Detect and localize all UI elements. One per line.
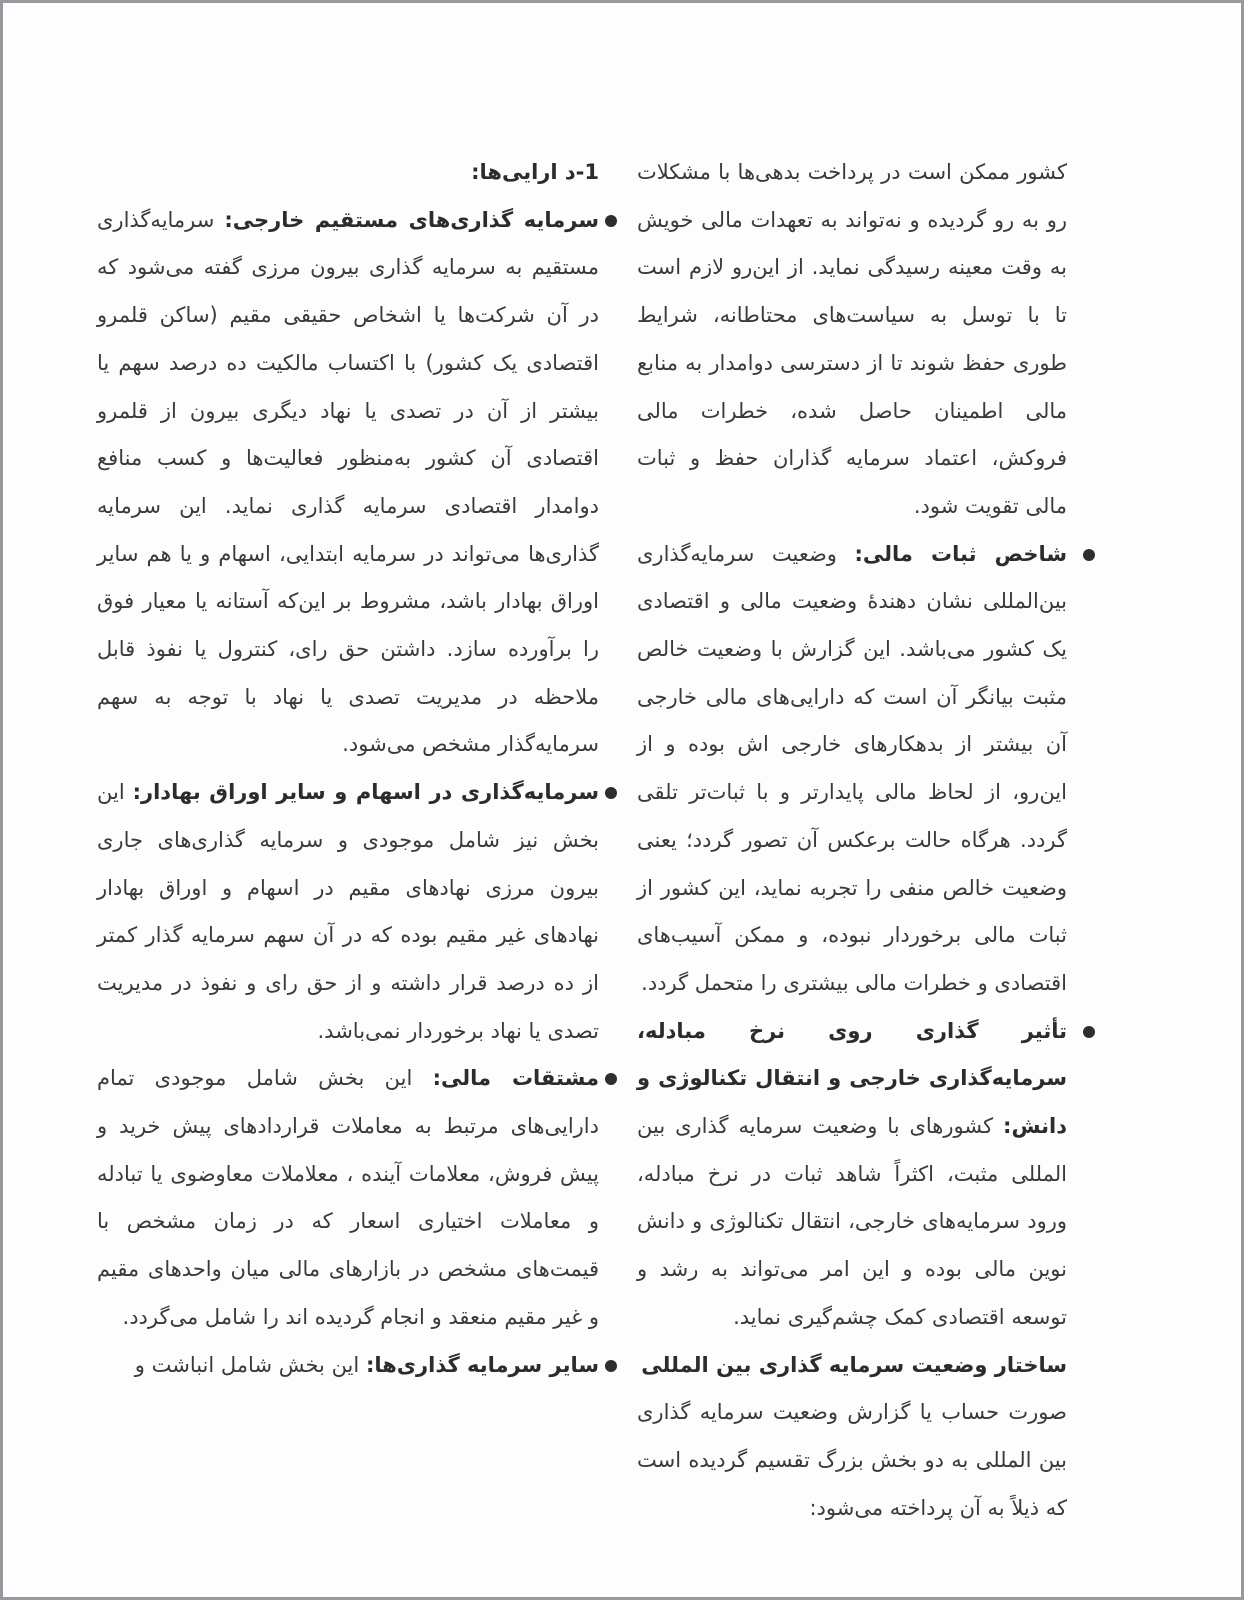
list-item-text xyxy=(637,1008,1067,1342)
list-item-lead: سرمایه گذاری‌های مستقیم خارجی: xyxy=(224,207,599,232)
outro-paragraph: صورت حساب یا گزارش وضعیت سرمایه گذاری بین المللی به دو بخش بزرگ تقسیم گردیده است که ذیلاً به آن پرداخته می‌شود: xyxy=(637,1400,1067,1520)
section-heading-assets: 1-د ارایی‌ها: xyxy=(471,160,599,184)
list-item-text xyxy=(97,769,599,1055)
list-item-body: این بخش شامل انباشت و xyxy=(134,1352,360,1377)
section-heading-iip-structure: ساختار وضعیت سرمایه گذاری بین المللی xyxy=(641,1352,1067,1377)
list-item-text xyxy=(97,197,599,769)
list-item-body: وضعیت سرمایه‌گذاری بین‌المللی نشان دهندهٔ وضعیت مالی و اقتصادی یک کشور می‌باشد. این گزارش با وضعیت خالص مثبت بیانگر آن است که دارایی‌های مالی خارجی آن بیشتر از بدهکارهای خارجی اش بوده و از این‌رو، از لحاظ مالی پایدارتر و با ثبات‌تر تلقی گردد. هرگاه حالت برعکس آن تصور گردد؛ یعنی وضعیت خالص منفی را تجربه نماید، این کشور از ثبات مالی برخوردار نبوده، و ممکن آسیب‌های اقتصادی و خطرات مالی بیشتری را متحمل گردد. xyxy=(637,541,1067,995)
bullet-icon xyxy=(605,215,617,227)
list-item-lead: تأثیر گذاری روی نرخ مبادله، سرمایه‌گذاری خارجی و انتقال تکنالوژی و دانش: xyxy=(637,1018,1067,1139)
list-item-body: این بخش شامل موجودی تمام دارایی‌های مرتبط به معاملات قراردادهای پیش خرید و پیش فروش، معلامات آینده ، معلاملات معاوضوی یا تبادله و معاملات اختیاری اسعار که در زمان مشخص با قیمت‌های مشخص در بازارهای مالی میان واحدهای مقیم و غیر مقیم منعقد و انجام گردیده اند را شامل می‌گردد. xyxy=(97,1066,599,1329)
bullet-icon xyxy=(605,1073,617,1085)
list-item-lead: شاخص ثبات مالی: xyxy=(854,541,1067,566)
list-item-body: سرمایه‌گذاری مستقیم به سرمایه گذاری بیرون مرزی گفته می‌شود که در آن شرکت‌ها یا اشخاص حقیقی مقیم (ساکن قلمرو اقتصادی یک کشور) با اکتساب مالکیت ده درصد سهم یا بیشتر از آن در تصدی یا نهاد دیگری بیرون از قلمرو اقتصادی آن کشور به‌منظور فعالیت‌ها و کسب منافع دوامدار اقتصادی سرمایه گذاری نماید. این سرمایه گذاری‌ها می‌تواند در سرمایه ابتدایی، اسهام و یا هم سایر اوراق بهادار باشد، مشروط بر این‌که آستانه یا معیار فوق را برآورده سازد. داشتن حق رای، کنترول یا نفوذ قابل ملاحظه در مدیریت تصدی یا نهاد با توجه به سهم سرمایه‌گذار مشخص می‌شود. xyxy=(97,207,599,757)
bullet-icon xyxy=(605,1360,617,1372)
list-item-lead: سرمایه‌گذاری در اسهام و سایر اوراق بهادار: xyxy=(132,780,599,805)
left-column xyxy=(97,149,599,1389)
list-item-other-investments xyxy=(97,1342,599,1390)
list-item-lead: مشتقات مالی: xyxy=(432,1066,599,1091)
list-item-body: کشورهای با وضعیت سرمایه گذاری بین المللی مثبت، اکثراً شاهد ثبات در نرخ مبادله، ورود سرمایه‌های خارجی، انتقال تکنالوژی و دانش نوین مالی بوده و این امر می‌تواند به رشد و توسعه اقتصادی کمک چشم‌گیری نماید. xyxy=(637,1114,1067,1329)
list-item-financial-derivatives xyxy=(97,1055,599,1341)
right-column xyxy=(637,149,1067,1532)
list-item-foreign-direct-investment xyxy=(97,197,599,769)
list-item-portfolio-investment xyxy=(97,769,599,1055)
intro-paragraph: کشور ممکن است در پرداخت بدهی‌ها با مشکلات رو به رو گردیده و نه‌تواند به تعهدات مالی خویش به وقت معینه رسیدگی نماید. از این‌رو لازم است تا با توسل به سیاست‌های محتاطانه، شرایط طوری حفظ شوند تا از دسترسی دوامدار به منابع مالی اطمینان حاصل شده، خطرات مالی فروکش، اعتماد سرمایه گذاران حفظ و ثبات مالی تقویت شود. xyxy=(637,160,1067,518)
list-item-lead: سایر سرمایه گذاری‌ها: xyxy=(365,1352,599,1377)
bullet-icon xyxy=(1083,549,1095,561)
list-item-body: این بخش نیز شامل موجودی و سرمایه گذاری‌های جاری بیرون مرزی نهادهای مقیم در اسهام و اوراق بهادار نهادهای غیر مقیم بوده که در آن سهم سرمایه گذار کمتر از ده درصد قرار داشته و از حق رای و نفوذ در مدیریت تصدی یا نهاد برخوردار نمی‌باشد. xyxy=(97,780,599,1043)
list-item-text xyxy=(97,1342,599,1390)
bullet-icon xyxy=(1083,1026,1095,1038)
list-item-text xyxy=(97,1055,599,1341)
list-item-exchange-rate-impact xyxy=(637,1008,1067,1342)
list-item-text xyxy=(637,531,1067,1008)
bullet-icon xyxy=(605,787,617,799)
list-item-financial-stability-index xyxy=(637,531,1067,1008)
